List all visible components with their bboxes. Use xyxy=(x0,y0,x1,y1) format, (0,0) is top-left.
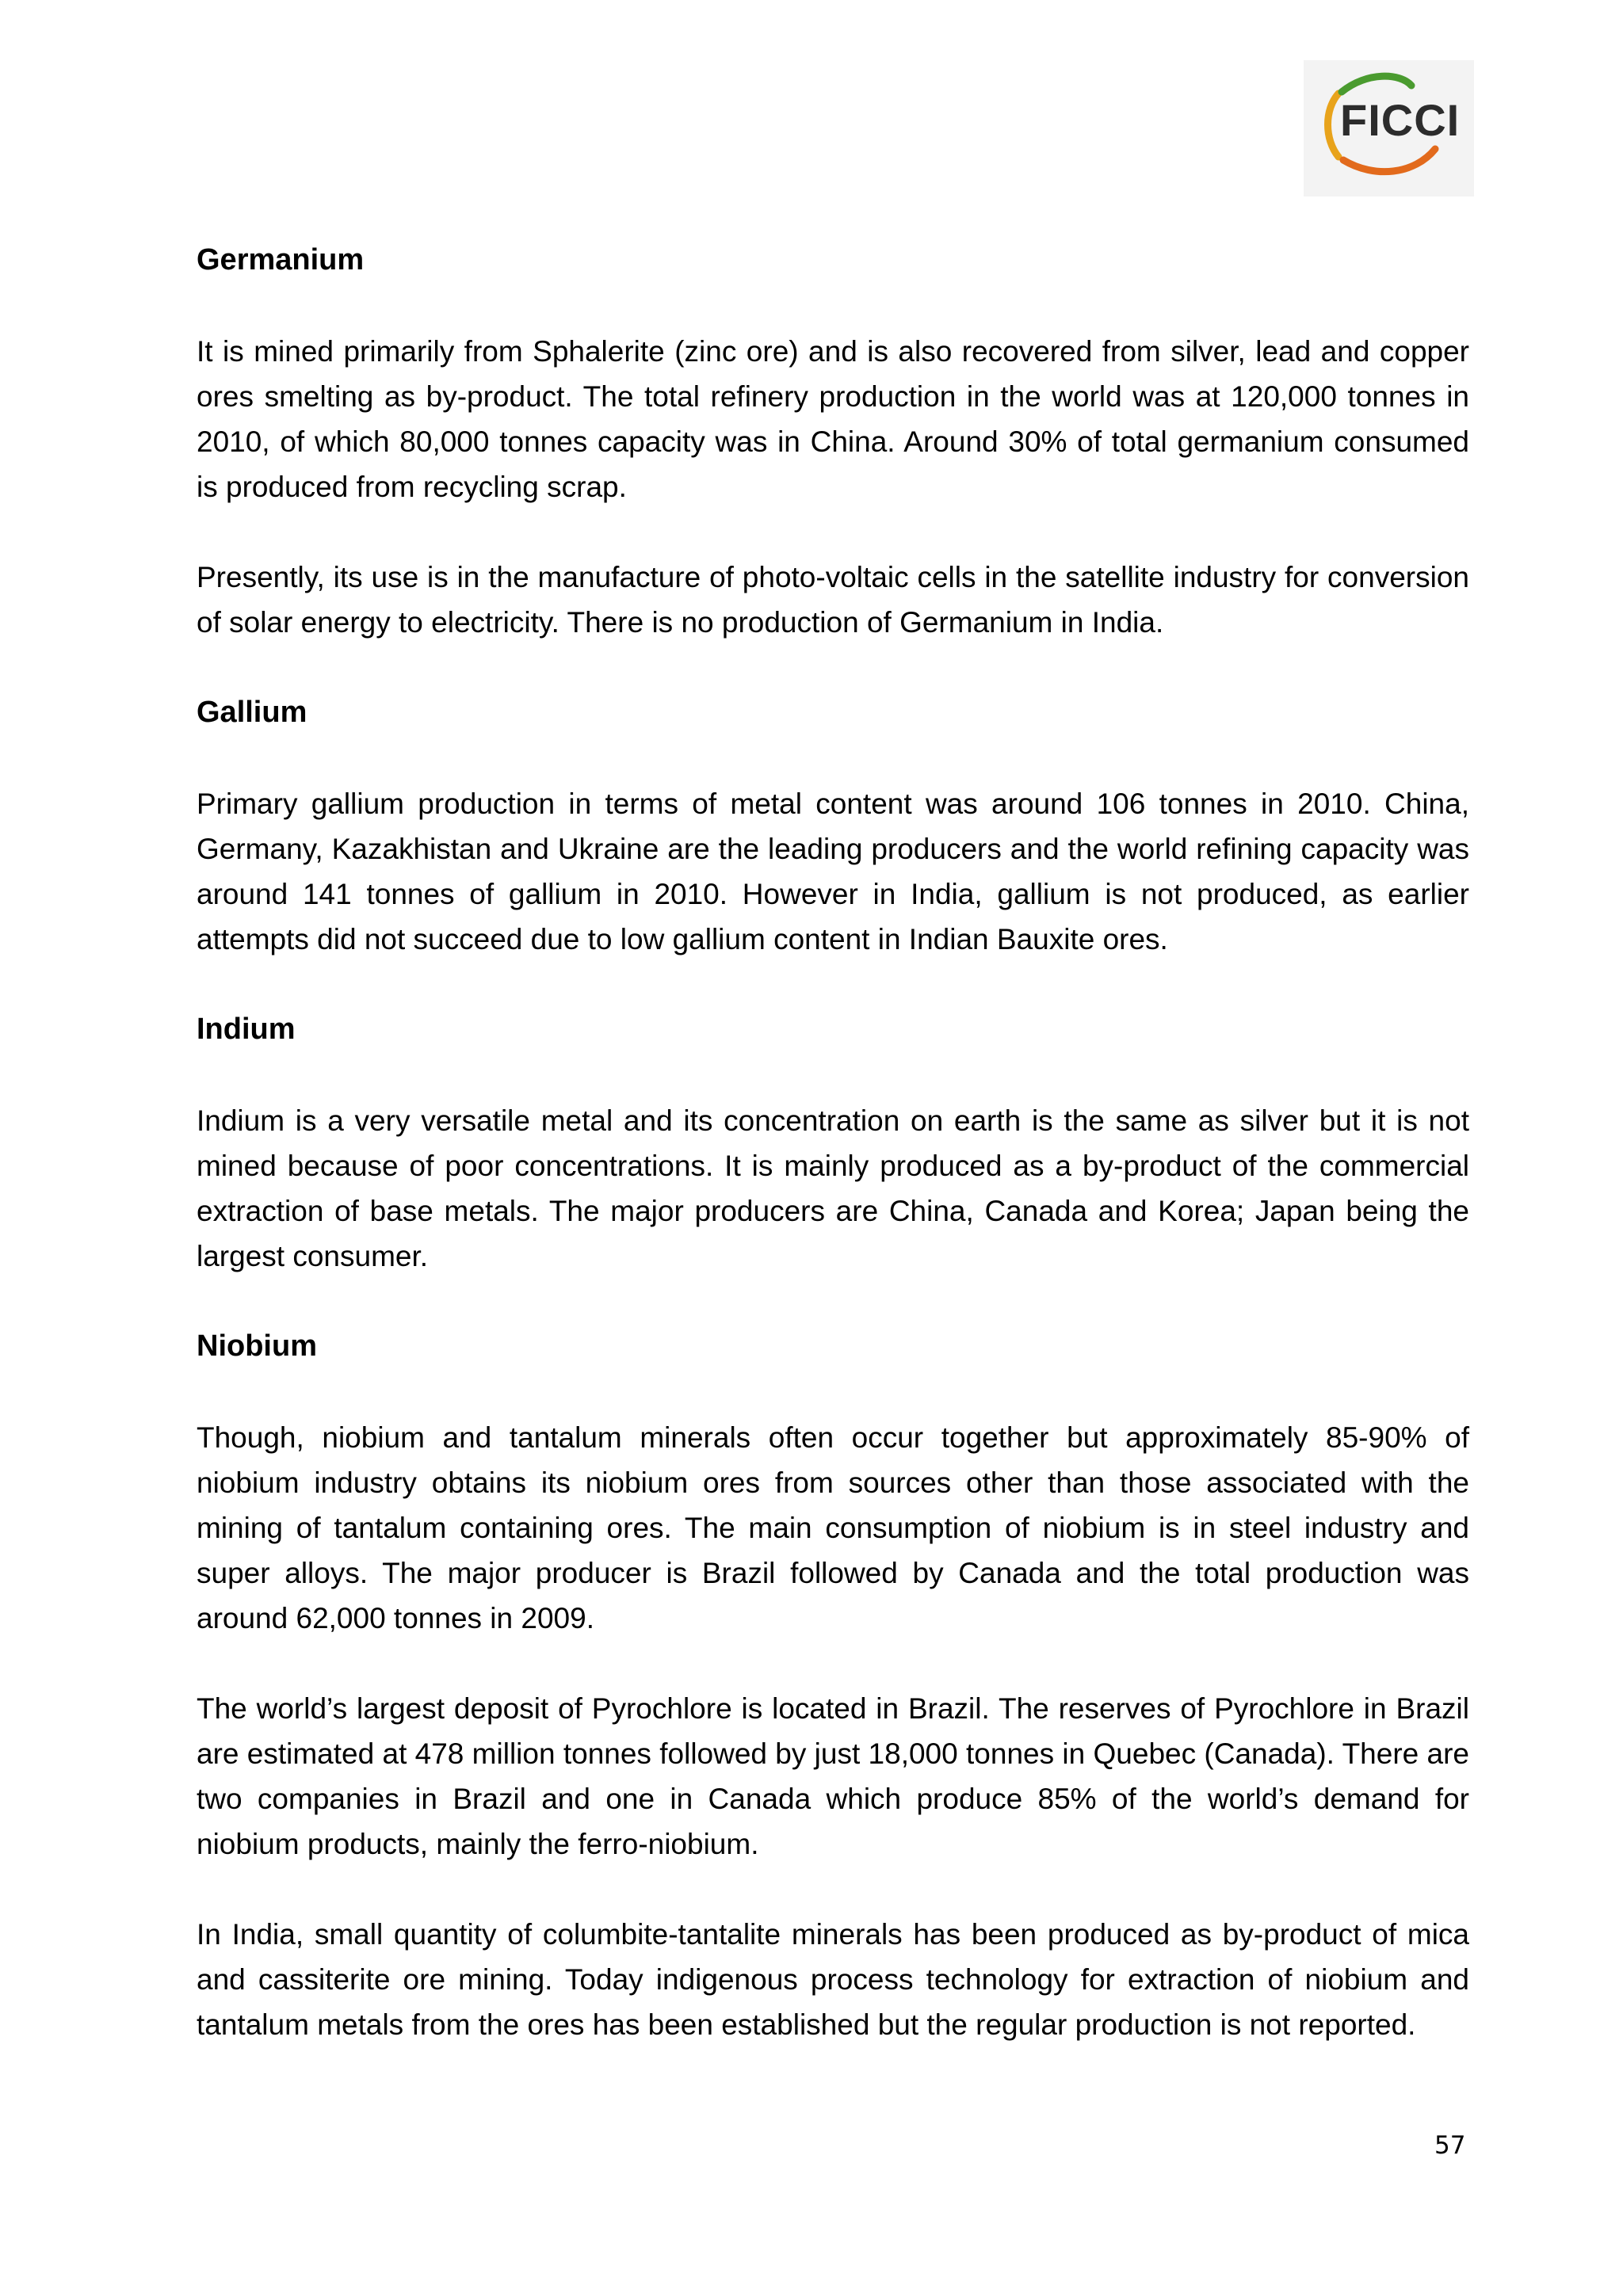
ficci-logo xyxy=(1304,60,1474,196)
section-heading: Gallium xyxy=(197,696,307,729)
document-body xyxy=(197,238,1469,2092)
logo-text: FICCI xyxy=(1340,95,1461,145)
section-niobium xyxy=(197,1324,1469,2047)
paragraph: Presently, its use is in the manufacture of photo-voltaic cells in the satellite industry for conversion of solar energy to electricity. There is no production of Germanium in India. xyxy=(197,561,1469,639)
section-indium xyxy=(197,1007,1469,1279)
paragraph: Primary gallium production in terms of metal content was around 106 tonnes in 2010. China, Germany, Kazakhistan and Ukraine are the leading producers and the world refining capacity was around 141 tonnes of gallium in 2010. However in India, gallium is not produced, as earlier attempts did not succeed due to low gallium content in Indian Bauxite ores. xyxy=(197,788,1469,955)
section-heading: Germanium xyxy=(197,243,365,277)
paragraph: Indium is a very versatile metal and its concentration on earth is the same as silver but it is not mined because of poor concentrations. It is mainly produced as a by-product of the commercial extraction of base metals. The major producers are China, Canada and Korea; Japan being the largest consumer. xyxy=(197,1104,1469,1272)
section-heading: Niobium xyxy=(197,1329,317,1363)
section-gallium xyxy=(197,690,1469,962)
section-heading: Indium xyxy=(197,1013,296,1046)
paragraph: Though, niobium and tantalum minerals often occur together but approximately 85-90% of niobium industry obtains its niobium ores from sources other than those associated with the mining of tantalum containing ores. The main consumption of niobium is in steel industry and super alloys. The major producer is Brazil followed by Canada and the total production was around 62,000 tonnes in 2009. xyxy=(197,1421,1469,1634)
paragraph: It is mined primarily from Sphalerite (zinc ore) and is also recovered from silver, lead and copper ores smelting as by-product. The total refinery production in the world was at 120,000 tonnes in 2010, of which 80,000 tonnes capacity was in China. Around 30% of total germanium consumed is produced from recycling scrap. xyxy=(197,335,1469,503)
paragraph: The world’s largest deposit of Pyrochlore is located in Brazil. The reserves of Pyrochlore in Brazil are estimated at 478 million tonnes followed by just 18,000 tonnes in Quebec (Canada). There are two companies in Brazil and one in Canada which produce 85% of the world’s demand for niobium products, mainly the ferro-niobium. xyxy=(197,1692,1469,1860)
section-germanium xyxy=(197,238,1469,645)
paragraph: In India, small quantity of columbite-tantalite minerals has been produced as by-product of mica and cassiterite ore mining. Today indigenous process technology for extraction of niobium and tantalum metals from the ores has been established but the regular production is not reported. xyxy=(197,1918,1469,2041)
page-number: 57 xyxy=(1434,2131,1466,2160)
